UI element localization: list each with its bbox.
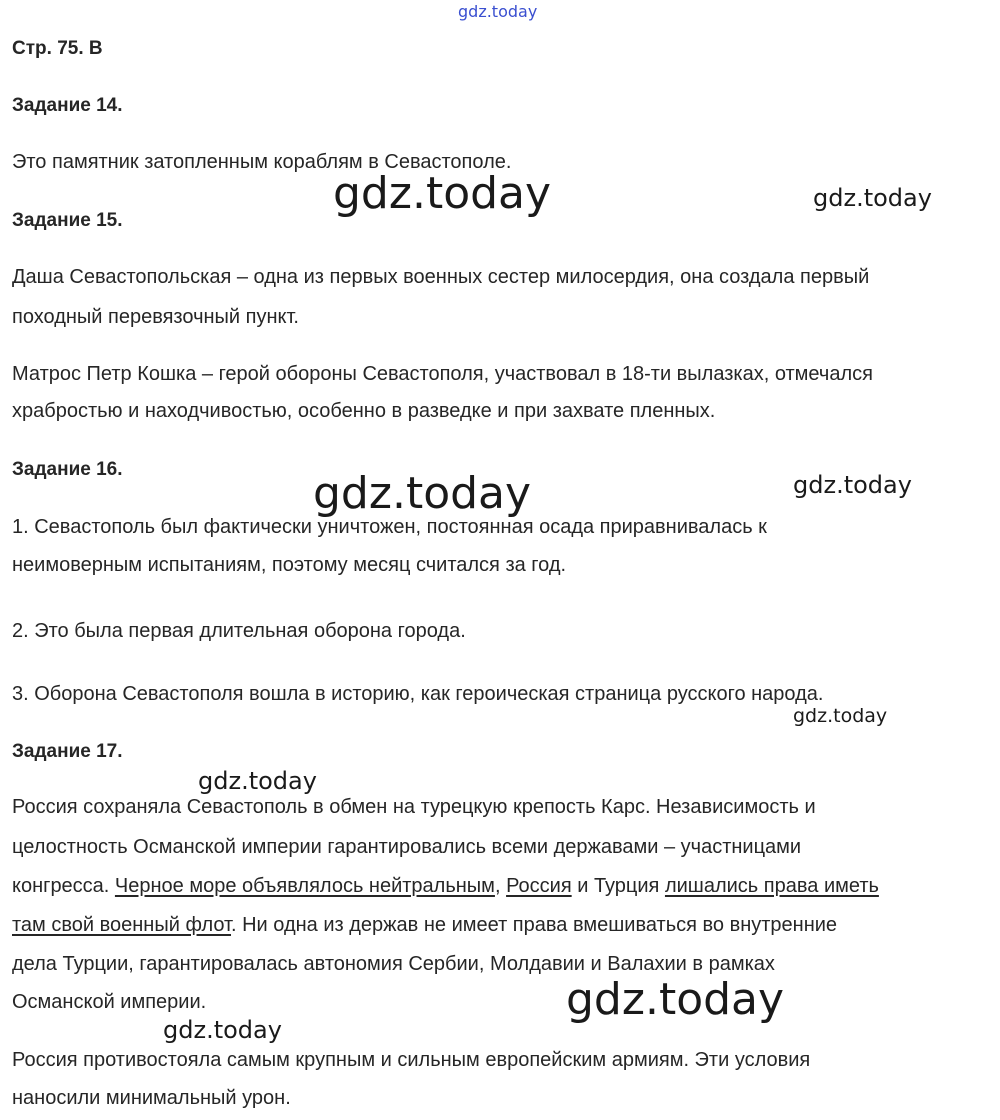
line-3-start: конгресса. — [12, 875, 115, 897]
line-4-rest: . Ни одна из держав не имеет права вмешиваться во внутренние — [231, 914, 838, 936]
task-15-line-2: походный перевязочный пункт. — [12, 306, 299, 328]
task-17-line-2: целостность Османской империи гарантировались всеми державами – участницами — [12, 836, 802, 858]
task-16-line-1: 1. Севастополь был фактически уничтожен, постоянная осада приравнивалась к — [12, 516, 767, 538]
and-turkey: и Турция — [571, 875, 665, 897]
task-16-line-2: неимоверным испытаниям, поэтому месяц считался за год. — [12, 554, 567, 576]
task-17-title: Задание 17. — [12, 741, 123, 762]
underlined-russia: Россия — [506, 875, 572, 897]
task-16-title: Задание 16. — [12, 459, 123, 480]
watermark: gdz.today — [313, 468, 532, 519]
task-14-title: Задание 14. — [12, 95, 123, 116]
task-15-title: Задание 15. — [12, 210, 123, 231]
watermark: gdz.today — [163, 1016, 282, 1044]
task-17-line-1: Россия сохраняла Севастополь в обмен на турецкую крепость Карс. Независимость и — [12, 796, 816, 818]
watermark: gdz.today — [198, 767, 317, 795]
underlined-black-sea-neutral: Черное море объявлялось нейтральным — [114, 875, 495, 897]
task-14-text: Это памятник затопленным кораблям в Севастополе. — [12, 151, 512, 173]
task-15-line-4: храбростью и находчивостью, особенно в разведке и при захвате пленных. — [12, 400, 716, 422]
task-17-line-8: наносили минимальный урон. — [12, 1087, 291, 1109]
underlined-deprived-right: лишались права иметь — [664, 875, 879, 897]
task-17-line-4 — [12, 906, 837, 944]
underlined-military-fleet: там свой военный флот — [12, 914, 231, 936]
comma-separator: , — [494, 875, 507, 897]
watermark: gdz.today — [793, 705, 888, 727]
watermark: gdz.today — [333, 168, 552, 219]
page-header: Стр. 75. В — [12, 38, 103, 59]
watermark: gdz.today — [566, 974, 785, 1025]
task-17-line-6: Османской империи. — [12, 991, 207, 1013]
task-15-line-3: Матрос Петр Кошка – герой обороны Севастополя, участвовал в 18-ти вылазках, отмечался — [12, 363, 873, 385]
task-16-line-3: 2. Это была первая длительная оборона города. — [12, 620, 466, 642]
watermark-top: gdz.today — [458, 2, 538, 21]
watermark: gdz.today — [813, 184, 932, 212]
task-17-line-3 — [12, 867, 879, 905]
task-16-line-4: 3. Оборона Севастополя вошла в историю, как героическая страница русского народа. — [12, 683, 824, 705]
task-17-line-7: Россия противостояла самым крупным и сильным европейским армиям. Эти условия — [12, 1049, 811, 1071]
task-17-line-5: дела Турции, гарантировалась автономия Сербии, Молдавии и Валахии в рамках — [12, 953, 775, 975]
task-15-line-1: Даша Севастопольская – одна из первых военных сестер милосердия, она создала первый — [12, 266, 870, 288]
watermark: gdz.today — [793, 471, 912, 499]
